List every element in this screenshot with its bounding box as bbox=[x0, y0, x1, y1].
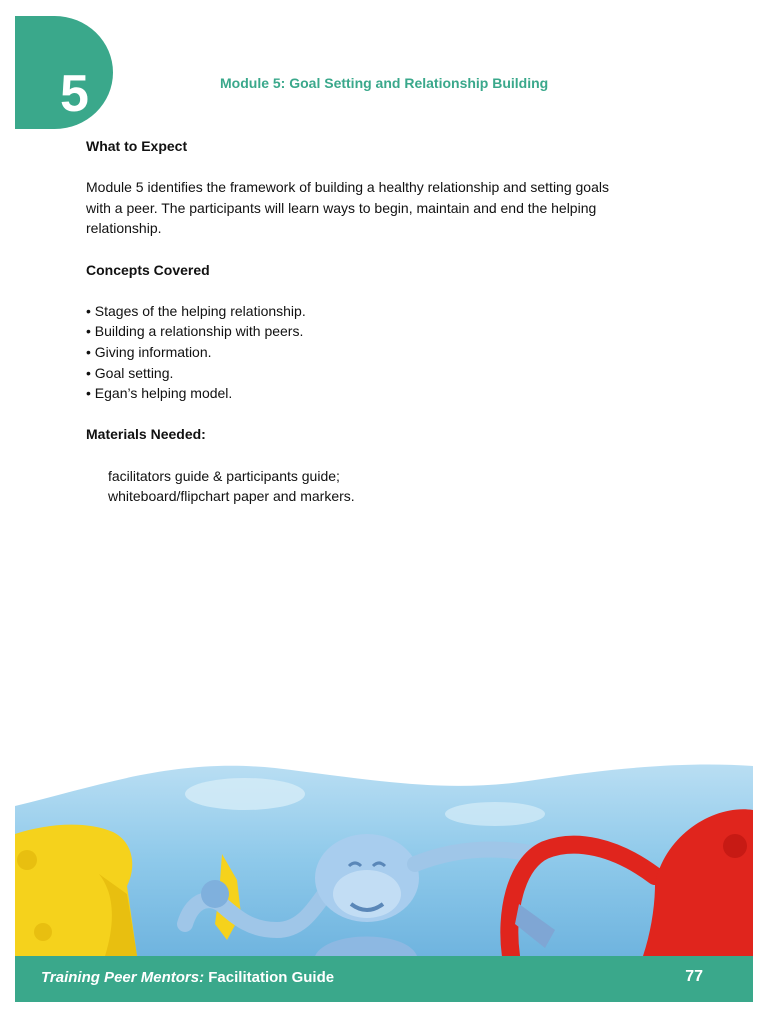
materials-list bbox=[86, 466, 686, 507]
list-item: • Goal setting. bbox=[86, 363, 686, 384]
page-number: 77 bbox=[685, 968, 703, 985]
concepts-list bbox=[86, 301, 686, 404]
materials-line: facilitators guide & participants guide; bbox=[108, 467, 340, 484]
banner-illustration bbox=[15, 754, 753, 956]
list-item: • Building a relationship with peers. bbox=[86, 321, 686, 342]
toy-monkeys-banner-image bbox=[15, 754, 753, 956]
what-to-expect-heading: What to Expect bbox=[86, 138, 188, 154]
footer-title-italic: Training Peer Mentors: bbox=[41, 969, 205, 986]
list-item: • Stages of the helping relationship. bbox=[86, 301, 686, 322]
what-to-expect-line: with a peer. The participants will learn ways to begin, maintain and end the helping bbox=[86, 199, 597, 216]
module-number: 5 bbox=[60, 65, 89, 123]
what-to-expect-line: relationship. bbox=[86, 220, 162, 237]
module-title: Module 5: Goal Setting and Relationship Building bbox=[220, 75, 549, 91]
materials-needed-heading: Materials Needed: bbox=[86, 426, 206, 443]
page-footer bbox=[15, 956, 753, 1002]
concepts-covered-heading: Concepts Covered bbox=[86, 261, 210, 278]
module-number-badge bbox=[15, 16, 113, 129]
yellow-monkey-figure bbox=[15, 825, 137, 956]
materials-line: whiteboard/flipchart paper and markers. bbox=[108, 488, 355, 505]
list-item: • Egan’s helping model. bbox=[86, 383, 686, 404]
footer-guide-title bbox=[41, 969, 334, 986]
content-body bbox=[86, 136, 686, 507]
what-to-expect-line: Module 5 identifies the framework of building a healthy relationship and setting goals bbox=[86, 179, 609, 196]
footer-title-rest: Facilitation Guide bbox=[204, 969, 335, 986]
list-item: • Giving information. bbox=[86, 342, 686, 363]
